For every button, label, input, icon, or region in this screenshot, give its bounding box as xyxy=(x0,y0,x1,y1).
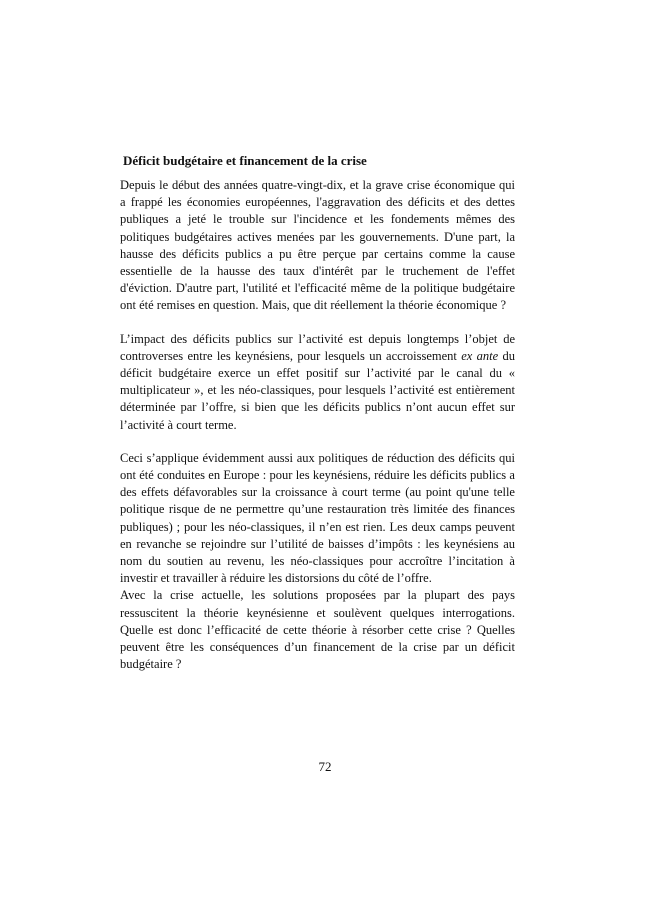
paragraph-deficit-reduction: Ceci s’applique évidemment aussi aux politiques de réduction des déficits qui ont été conduites en Europe : pour les keynésiens, réduire les déficits publics a des effets défavorables sur la croissance à court terme (au point qu'une telle politique risque de ne permettre qu’une restauration très limitée des finances publiques) ; pour les néo-classiques, il n’en est rien. Les deux camps peuvent en revanche se rejoindre sur l’utilité de baisses d’impôts : les keynésiens au nom du soutien au revenu, les néo-classiques pour accroître l’incitation à investir et travailler à réduire les distorsions du côté de l’offre. xyxy=(120,450,515,586)
paragraph-text: du déficit budgétaire exerce un effet positif sur l’activité par le canal du « multiplicateur », et les néo-classiques, pour lesquels l’activité est entièrement déterminée par l’offre, si bien que les déficits publics n’ont aucun effet sur l’activité à court terme. xyxy=(120,348,516,432)
page-number: 72 xyxy=(318,759,332,774)
section-title: Déficit budgétaire et financement de la crise xyxy=(123,153,367,168)
paragraph-intro: Depuis le début des années quatre-vingt-dix, et la grave crise économique qui a frappé les économies européennes, l'aggravation des déficits et des dettes publiques a jeté le trouble sur l'incidence et les fondements mêmes des politiques budgétaires actives menées par les gouvernements. D'une part, la hausse des déficits publics a pu être perçue par certains comme la cause essentielle de la hausse des taux d'intérêt par le truchement de l'effet d'éviction. D'autre part, l'utilité et l'efficacité même de la politique budgétaire ont été remises en question. Mais, que dit réellement la théorie économique ? xyxy=(120,178,515,313)
document-body xyxy=(120,152,515,689)
paragraph-current-crisis: Avec la crise actuelle, les solutions proposées par la plupart des pays ressuscitent la théorie keynésienne et soulèvent quelques interrogations. Quelle est donc l’efficacité de cette théorie à résorber cette crise ? Quelles peuvent être les conséquences d’un financement de la crise par un déficit budgétaire ? xyxy=(120,588,515,672)
paragraph-keynesian-debate xyxy=(120,331,515,434)
italic-term: ex ante xyxy=(461,348,499,363)
paragraph-text: L’impact des déficits publics sur l’activité est depuis longtemps l’objet de controverses entre les keynésiens, pour lesquels un accroissement xyxy=(120,331,515,363)
